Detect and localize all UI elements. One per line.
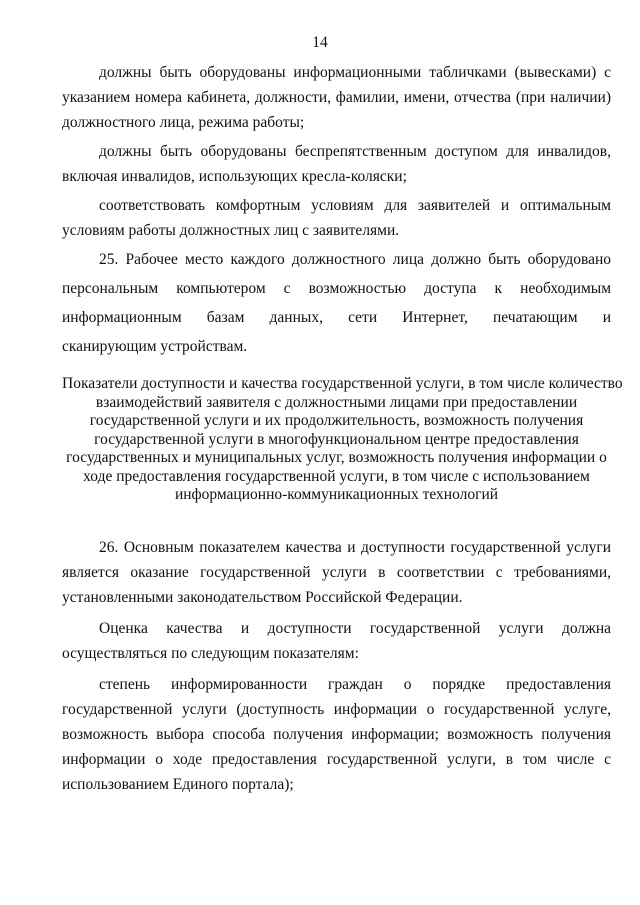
text-line: информации о ходе предоставления государственной услуги, в том числе с bbox=[62, 751, 611, 768]
paragraph-informedness bbox=[62, 672, 611, 797]
paragraph-comfort bbox=[62, 193, 611, 243]
heading-line: государственной услуги в многофункциональном центре предоставления bbox=[94, 430, 579, 448]
body-block-1 bbox=[62, 60, 611, 359]
body-block-2 bbox=[62, 535, 611, 797]
heading-line: Показатели доступности и качества государственной услуги, в том числе количество bbox=[62, 375, 623, 392]
paragraph-workplace bbox=[62, 247, 611, 359]
text-line: Оценка качества и доступности государственной услуги должна bbox=[99, 620, 611, 637]
section-heading bbox=[62, 375, 623, 505]
paragraph-signage bbox=[62, 60, 611, 135]
heading-line: ходе предоставления государственной услуги, в том числе с использованием bbox=[83, 467, 590, 485]
heading-line: государственных и муниципальных услуг, возможность получения информации о bbox=[66, 449, 607, 466]
text-line: 26. Основным показателем качества и доступности государственной услуги bbox=[99, 539, 611, 556]
text-line: государственной услуги (доступность информации о государственной услуге, bbox=[62, 701, 611, 718]
text-line: включая инвалидов, использующих кресла-коляски; bbox=[62, 168, 407, 185]
text-line: должны быть оборудованы беспрепятственным доступом для инвалидов, bbox=[99, 143, 611, 160]
text-line: использованием Единого портала); bbox=[62, 776, 294, 793]
paragraph-main-indicator bbox=[62, 535, 611, 610]
paragraph-evaluation bbox=[62, 616, 611, 666]
text-line: указанием номера кабинета, должности, фамилии, имени, отчества (при наличии) bbox=[62, 89, 611, 106]
paragraph-accessibility bbox=[62, 139, 611, 189]
text-line: осуществляться по следующим показателям: bbox=[62, 645, 359, 662]
heading-line: государственной услуги и их продолжительность, возможность получения bbox=[89, 412, 584, 429]
heading-line: взаимодействий заявителя с должностными лицами при предоставлении bbox=[95, 393, 578, 411]
text-line: информационным базам данных, сети Интернет, печатающим и bbox=[62, 309, 611, 326]
text-line: должностного лица, режима работы; bbox=[62, 114, 305, 131]
text-line: степень информированности граждан о порядке предоставления bbox=[99, 676, 611, 693]
heading-line: информационно-коммуникационных технологий bbox=[174, 486, 499, 503]
text-line: персональным компьютером с возможностью доступа к необходимым bbox=[62, 280, 611, 297]
text-line: сканирующим устройствам. bbox=[62, 338, 248, 355]
text-line: установленными законодательством Российской Федерации. bbox=[62, 589, 463, 606]
page-number: 14 bbox=[312, 34, 328, 51]
text-line: условиям работы должностных лиц с заявителями. bbox=[62, 222, 400, 239]
text-line: является оказание государственной услуги в соответствии с требованиями, bbox=[62, 564, 611, 581]
text-line: должны быть оборудованы информационными табличками (вывесками) с bbox=[99, 64, 611, 81]
text-line: возможность выбора способа получения информации; возможность получения bbox=[62, 726, 611, 743]
text-line: 25. Рабочее место каждого должностного лица должно быть оборудовано bbox=[99, 251, 611, 268]
text-line: соответствовать комфортным условиям для заявителей и оптимальным bbox=[99, 197, 611, 214]
